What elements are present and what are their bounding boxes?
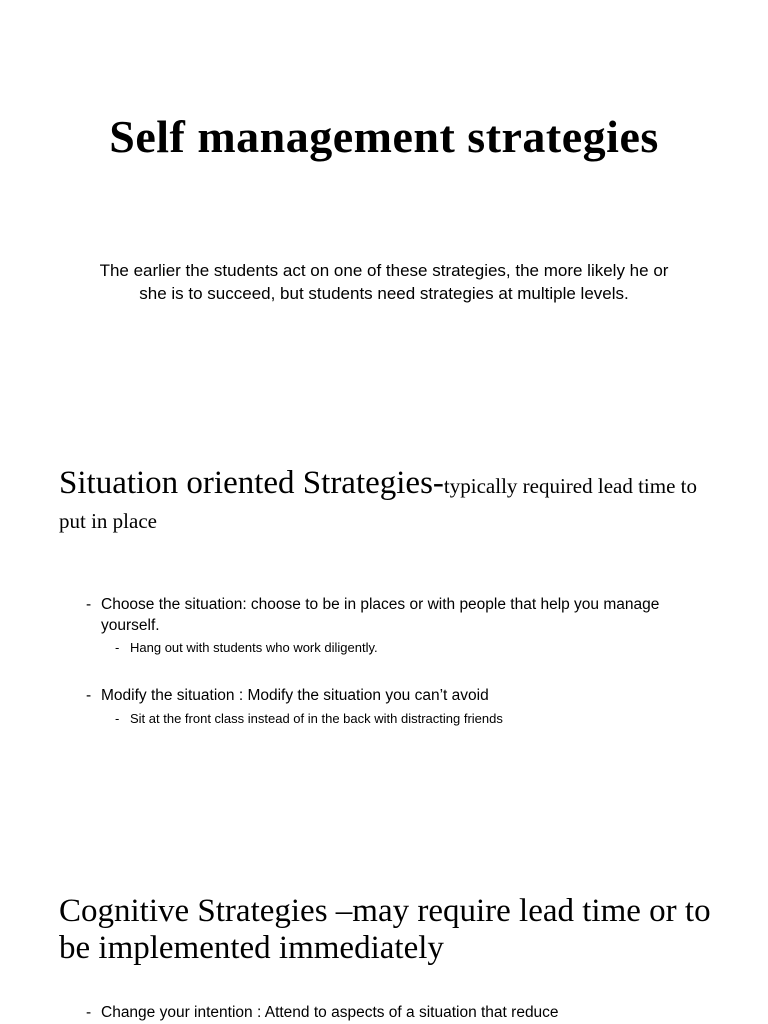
bullet-modify-situation: [86, 685, 701, 706]
bullet-dash: -: [86, 596, 92, 613]
sub-bullet-dash: -: [115, 711, 120, 726]
sub-bullet-text: Hang out with students who work diligently.: [130, 640, 378, 655]
bullet-text: Change your intention : Attend to aspects of a situation that reduce: [101, 1004, 559, 1021]
bullet-choose-situation: [86, 594, 691, 636]
bullet-change-intention: [86, 1002, 701, 1023]
section-cognitive-heading: Cognitive Strategies –may require lead time or to be implemented immediately: [59, 893, 711, 966]
section-situation-heading: [59, 467, 719, 540]
intro-paragraph: The earlier the students act on one of these strategies, the more likely he or she is to succeed, but students need strategies at multiple levels.: [99, 261, 669, 303]
sub-bullet-dash: -: [115, 640, 120, 655]
section-heading: Situation oriented Strategies-: [59, 465, 444, 501]
bullet-dash: -: [86, 687, 92, 704]
sub-bullet-hang-out: [115, 639, 690, 656]
bullet-text: Modify the situation : Modify the situation you can’t avoid: [101, 687, 489, 704]
page-title: Self management strategies: [109, 111, 659, 162]
section-subheading: typically required lead time to put in place: [59, 474, 697, 533]
bullet-dash: -: [86, 1004, 92, 1021]
sub-bullet-text: Sit at the front class instead of in the back with distracting friends: [130, 711, 503, 726]
bullet-text: Choose the situation: choose to be in places or with people that help you manage yourself.: [101, 596, 660, 634]
sub-bullet-sit-front: [115, 710, 730, 727]
